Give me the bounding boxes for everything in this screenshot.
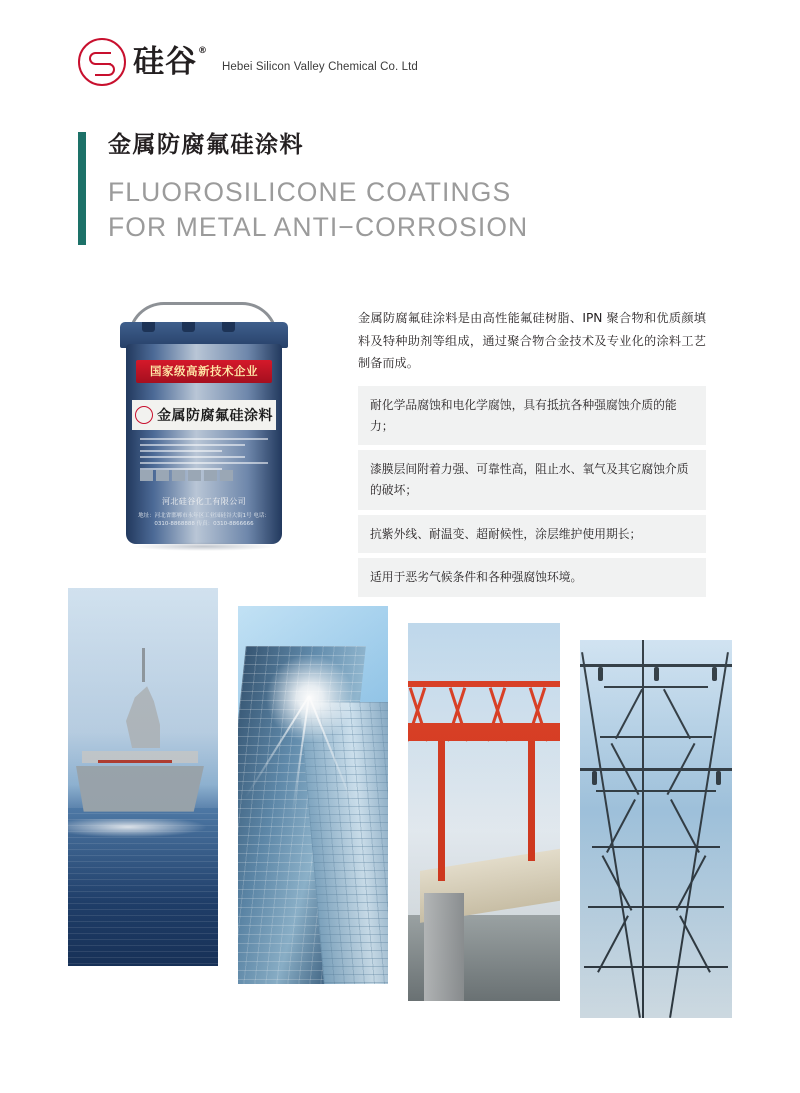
feature-item: 抗紫外线、耐温变、超耐候性，涂层维护使用期长；: [358, 515, 706, 554]
product-intro-text: 金属防腐氟硅涂料是由高性能氟硅树脂、IPN 聚合物和优质颜填料及特种助剂等组成，通过聚合物合金技术及专业化的涂料工艺制备而成。: [358, 311, 706, 371]
bucket-lid-notch: [142, 322, 155, 332]
feature-item: 漆膜层间附着力强、可靠性高，阻止水、氧气及其它腐蚀介质的破坏；: [358, 450, 706, 509]
bucket-lid-notch: [222, 322, 235, 332]
brand-header: [78, 38, 418, 86]
bucket-color-swatches: [140, 470, 233, 481]
application-photo-strip: [68, 588, 732, 1013]
product-bucket-image: [104, 300, 304, 552]
company-name-en: Hebei Silicon Valley Chemical Co. Ltd: [222, 61, 418, 73]
feature-list: [358, 386, 706, 602]
feature-item: 适用于恶劣气候条件和各种强腐蚀环境。: [358, 558, 706, 597]
company-logo-text: [133, 43, 208, 80]
registered-mark: ®: [198, 45, 208, 56]
bucket-spec-lines: [140, 438, 268, 474]
feature-item: 耐化学品腐蚀和电化学腐蚀，具有抵抗各种强腐蚀介质的能力；: [358, 386, 706, 445]
product-title-block: [78, 132, 528, 245]
bucket-company-name: 河北硅谷化工有限公司: [162, 497, 246, 506]
bucket-shadow: [132, 542, 276, 551]
bucket-mini-logo-icon: [135, 406, 153, 424]
company-logo-icon: [78, 38, 126, 86]
company-logo-cn: 硅谷: [133, 43, 197, 80]
product-title-en-line1: FLUOROSILICONE COATINGS: [108, 176, 512, 207]
photo-glass-skyscraper: [238, 606, 388, 984]
bucket-main-label: [132, 400, 276, 430]
photo-transmission-tower: [580, 640, 732, 1018]
product-title-en: [108, 175, 528, 245]
bucket-main-label-text: 金属防腐氟硅涂料: [157, 408, 273, 424]
bucket-top-label: 国家级高新技术企业: [136, 360, 272, 383]
bucket-address: 地址：河北省邯郸市永年区工业园硅谷大街1号 电话：0310-8868888 传真：0310-8866666: [138, 513, 270, 528]
photo-bridge-construction: [408, 623, 560, 1001]
bucket-lid-notch: [182, 322, 195, 332]
title-accent-bar: [78, 132, 86, 245]
product-title-cn: 金属防腐氟硅涂料: [108, 132, 304, 158]
photo-naval-ship: [68, 588, 218, 966]
bucket-body: [126, 344, 282, 544]
product-title-en-line2: FOR METAL ANTI−CORROSION: [108, 211, 529, 242]
